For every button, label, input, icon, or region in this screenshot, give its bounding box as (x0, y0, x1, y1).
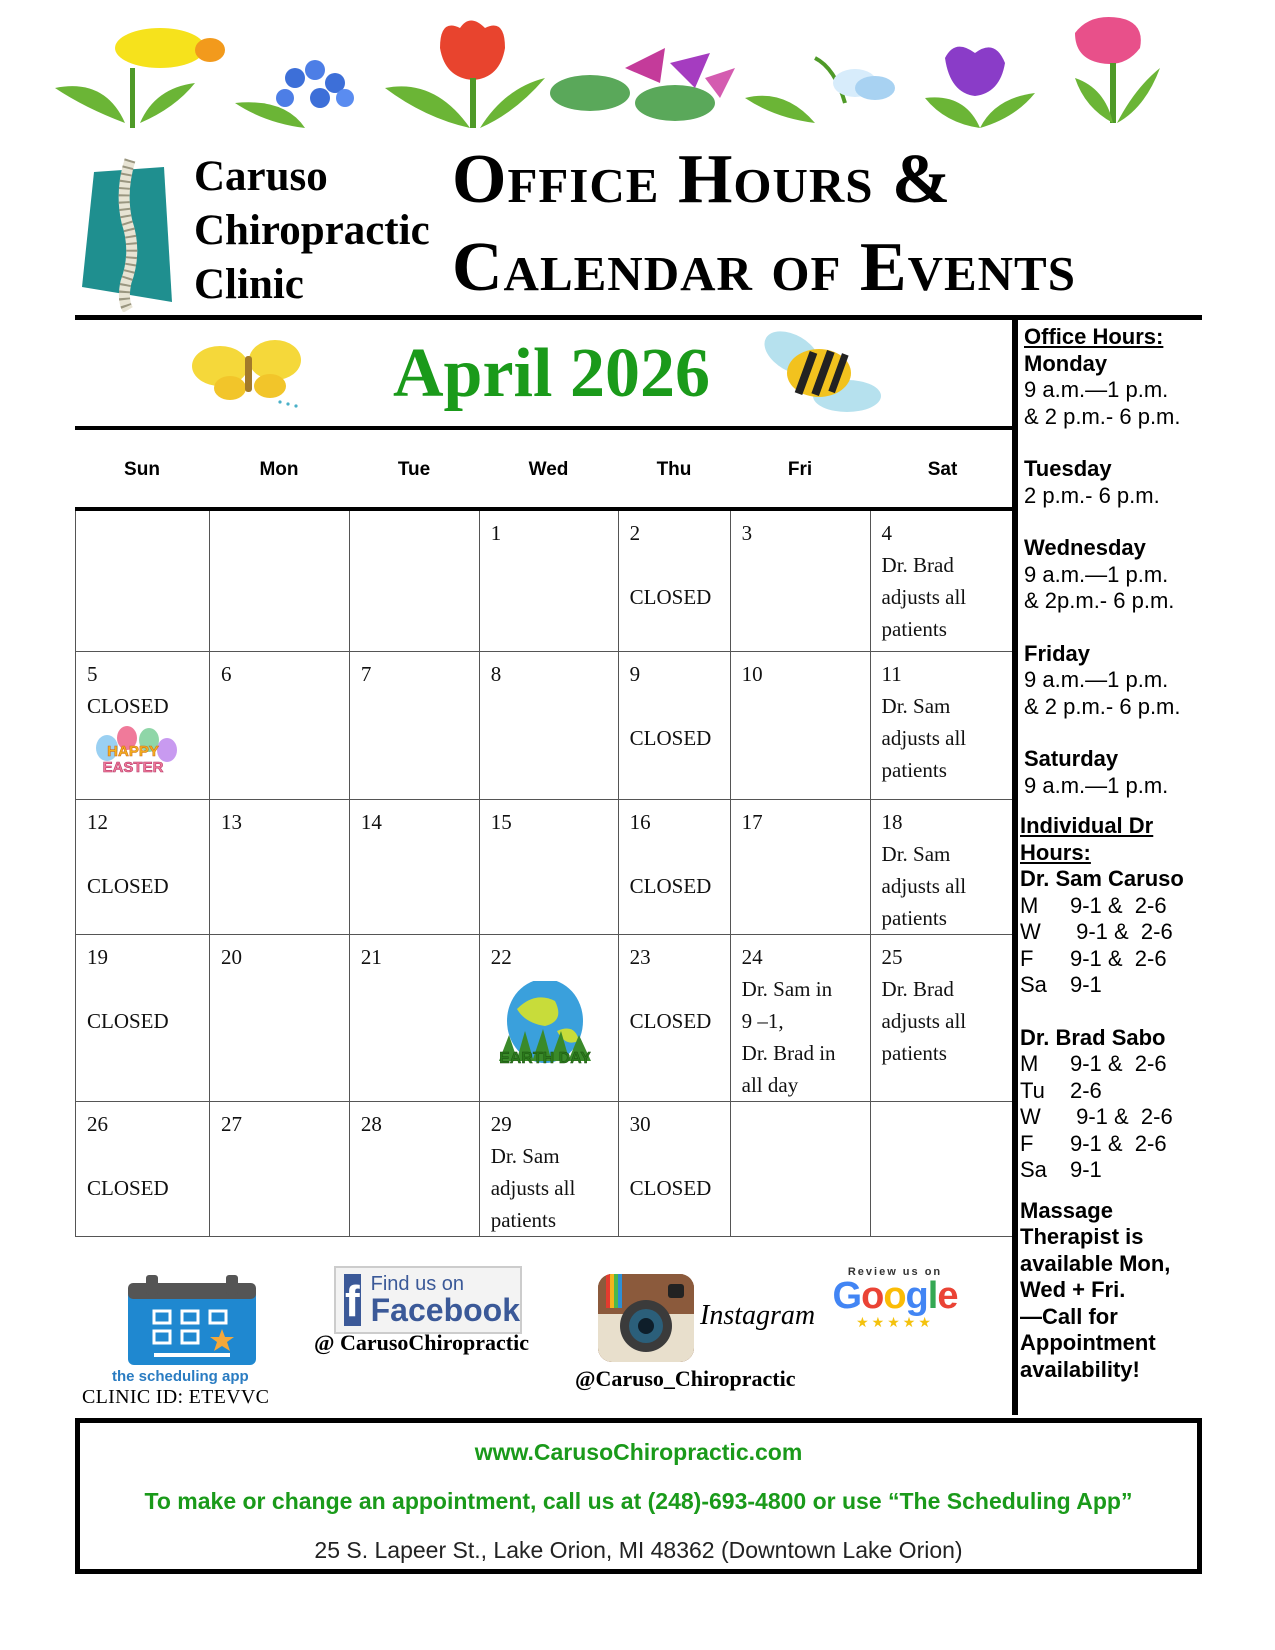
office-hours-heading: Office Hours: (1024, 324, 1164, 349)
event-text: 9 –1, (741, 1008, 784, 1033)
doctor-hours-day: F (1020, 1130, 1034, 1156)
day-number: 18 (881, 809, 903, 834)
event-text: CLOSED (87, 693, 169, 718)
day-number: 10 (741, 661, 763, 686)
massage-note-line: Therapist is (1020, 1224, 1144, 1249)
calendar-empty-cell (209, 511, 349, 651)
event-text: Dr. Sam (881, 841, 951, 866)
calendar-day-cell (209, 934, 349, 1101)
event-text: Dr. Brad (881, 553, 954, 577)
day-number: 19 (87, 944, 108, 969)
massage-note (1020, 1198, 1209, 1384)
event-text: patients (881, 905, 947, 930)
google-review-text: Review us on (847, 1266, 943, 1278)
facebook-small-text: Find us on (370, 1273, 465, 1295)
day-number: 9 (629, 661, 641, 686)
calendar-day-cell (349, 1101, 479, 1236)
doctor-hours-time: 2-6 (1070, 1077, 1102, 1103)
doctor-hours-row (1020, 1051, 1209, 1078)
divider (75, 426, 1015, 430)
doctor-hours-row (1020, 919, 1209, 946)
event-text: patients (881, 617, 947, 641)
event-text: adjusts all (881, 873, 967, 898)
office-hours-time: & 2p.m.- 6 p.m. (1024, 588, 1175, 613)
calendar-day-cell (76, 934, 210, 1101)
weekday-tue: Tue (397, 458, 431, 480)
calendar-day-cell (209, 1101, 349, 1236)
clinic-id: CLINIC ID: ETEVVC (82, 1386, 270, 1408)
day-number: 25 (881, 944, 903, 969)
doctor-hours-day: W (1020, 919, 1041, 944)
day-number: 14 (360, 809, 382, 834)
doctor-hours-row (1020, 1157, 1209, 1184)
doctor-hours-day: Sa (1020, 972, 1047, 997)
calendar-day-cell (870, 511, 1015, 651)
calendar-day-cell (479, 934, 618, 1101)
happy-easter-icon (87, 726, 179, 774)
calendar-day-cell (209, 651, 349, 799)
event-text: adjusts all (881, 1008, 967, 1033)
day-number: 1 (490, 521, 502, 545)
day-number: 8 (490, 661, 502, 686)
calendar-day-cell (479, 511, 618, 651)
doctor-hours-day: M (1020, 1051, 1039, 1076)
facebook-icon: f (344, 1274, 361, 1326)
event-text: CLOSED (629, 1008, 712, 1033)
day-number: 4 (881, 521, 893, 545)
office-hours-day-name: Monday (1024, 350, 1108, 376)
doctor-hours-time: 9-1 & 2-6 (1070, 1104, 1173, 1129)
weekday-fri: Fri (787, 458, 813, 480)
calendar-day-cell (479, 651, 618, 799)
event-text: CLOSED (629, 1175, 712, 1200)
day-number: 11 (881, 661, 902, 686)
day-number: 24 (741, 944, 763, 969)
bee-icon (757, 328, 887, 423)
day-number: 30 (629, 1111, 651, 1136)
calendar-day-cell (870, 799, 1015, 934)
calendar-day-cell (479, 799, 618, 934)
month-header (75, 320, 1015, 426)
day-number: 26 (87, 1111, 108, 1136)
doctor-hours-time: 9-1 & 2-6 (1070, 919, 1173, 944)
event-text: CLOSED (629, 873, 712, 898)
office-hours-time: & 2 p.m.- 6 p.m. (1024, 693, 1181, 719)
calendar-day-cell (76, 1101, 210, 1236)
massage-note-line: Wed + Fri. (1020, 1277, 1126, 1302)
page-title (452, 136, 1076, 312)
svg-text:EASTER: EASTER (102, 758, 164, 774)
weekday-sun: Sun (124, 458, 160, 480)
butterfly-icon (190, 338, 305, 413)
office-hours-sidebar (1020, 324, 1209, 1383)
office-hours-day-name: Saturday (1024, 746, 1119, 771)
event-text: CLOSED (629, 725, 712, 750)
divider (1012, 320, 1018, 1415)
doctor-hours-day: Sa (1020, 1157, 1047, 1182)
calendar-day-cell (479, 1101, 618, 1236)
calendar-day-cell (618, 799, 730, 934)
scheduling-app-icon[interactable] (128, 1275, 258, 1370)
massage-note-line: Massage (1020, 1197, 1113, 1223)
day-number: 29 (490, 1111, 512, 1136)
doctor-name: Dr. Brad Sabo (1020, 1024, 1166, 1050)
weekday-wed: Wed (528, 458, 569, 480)
doctor-hours-time: 9-1 & 2-6 (1070, 1130, 1167, 1156)
calendar-day-cell (618, 511, 730, 651)
calendar-day-cell (618, 934, 730, 1101)
office-hours-day (1024, 351, 1209, 431)
calendar-day-cell (870, 934, 1015, 1101)
office-hours-time: 2 p.m.- 6 p.m. (1024, 482, 1160, 508)
svg-text:HAPPY: HAPPY (107, 742, 159, 760)
office-hours-day (1024, 641, 1209, 721)
day-number: 7 (360, 661, 372, 686)
doctor-hours-day: F (1020, 945, 1034, 971)
svg-text:EARTH DAY: EARTH DAY (498, 1049, 591, 1067)
calendar-day-cell (730, 934, 870, 1101)
facebook-handle[interactable]: @ CarusoChiropractic (314, 1330, 529, 1355)
calendar-week-row (76, 511, 1016, 651)
event-text: CLOSED (629, 585, 712, 609)
office-hours-time: 9 a.m.—1 p.m. (1024, 772, 1169, 798)
star-rating-icon: ★★★★★ (856, 1314, 934, 1330)
event-text: all day (741, 1072, 799, 1097)
calendar-empty-cell (76, 511, 210, 651)
calendar-week-row (76, 799, 1016, 934)
office-hours-time: 9 a.m.—1 p.m. (1024, 377, 1169, 402)
month-title: April 2026 (393, 335, 710, 412)
scheduling-app-label: the scheduling app (112, 1368, 249, 1385)
event-text: adjusts all (881, 585, 967, 609)
calendar-day-cell (209, 799, 349, 934)
day-number: 21 (360, 944, 382, 969)
instagram-icon[interactable] (598, 1274, 694, 1362)
weekday-thu: Thu (656, 458, 692, 480)
clinic-name-line: Clinic (194, 261, 304, 308)
event-text: Dr. Sam (490, 1143, 560, 1168)
doctor-hours-row (1020, 893, 1209, 920)
calendar-empty-cell (870, 1101, 1015, 1236)
doctor-hours-time: 9-1 & 2-6 (1070, 1051, 1167, 1076)
event-text: Dr. Brad in (741, 1040, 836, 1065)
calendar-day-cell (349, 934, 479, 1101)
day-number: 2 (629, 521, 641, 545)
event-text: patients (881, 757, 947, 782)
event-text: CLOSED (87, 873, 169, 898)
doctor-name: Dr. Sam Caruso (1020, 866, 1184, 891)
office-hours-time: & 2 p.m.- 6 p.m. (1024, 403, 1181, 429)
clinic-name (194, 150, 430, 312)
doctor-hours-row (1020, 946, 1209, 973)
google-wordmark: Google (832, 1275, 958, 1317)
doctor-hours-row (1020, 1104, 1209, 1131)
facebook-big-text: Facebook (370, 1292, 520, 1328)
day-number: 27 (220, 1111, 242, 1136)
title-line: Office Hours & (452, 141, 952, 218)
event-text: adjusts all (490, 1175, 576, 1200)
calendar-day-cell (349, 651, 479, 799)
day-number: 5 (87, 661, 98, 686)
flower-banner (45, 8, 1235, 138)
office-hours-day-name: Friday (1024, 640, 1091, 666)
event-text: Dr. Brad (881, 976, 954, 1001)
doctor-hours-row (1020, 1078, 1209, 1105)
contact-footer (75, 1418, 1202, 1574)
calendar-empty-cell (730, 1101, 870, 1236)
address: 25 S. Lapeer St., Lake Orion, MI 48362 (Downtown Lake Orion) (314, 1537, 963, 1563)
flowers-illustration (45, 8, 1235, 138)
earth-day-icon (495, 981, 595, 1071)
calendar-day-cell (730, 799, 870, 934)
event-text: CLOSED (87, 1008, 169, 1033)
calendar-day-cell (618, 1101, 730, 1236)
office-hours-day (1024, 456, 1209, 509)
calendar-day-cell (76, 799, 210, 934)
calendar-week-row (76, 651, 1016, 799)
individual-hours-heading: Individual Dr (1020, 813, 1154, 838)
day-number: 20 (220, 944, 242, 969)
calendar-grid (75, 511, 1015, 1237)
event-text: Dr. Sam in (741, 976, 833, 1001)
event-text: adjusts all (881, 725, 967, 750)
office-hours-day-name: Tuesday (1024, 456, 1112, 481)
calendar-week-row (76, 934, 1016, 1101)
event-text: Dr. Sam (881, 693, 951, 718)
weekday-sat: Sat (927, 458, 958, 480)
doctor-hours-time: 9-1 (1070, 972, 1102, 997)
office-hours-day (1024, 535, 1209, 615)
spine-logo-icon (82, 152, 177, 312)
weekday-header (75, 432, 1015, 507)
calendar-empty-cell (349, 511, 479, 651)
facebook-badge[interactable] (334, 1266, 522, 1334)
website-link[interactable]: www.CarusoChiropractic.com (474, 1439, 803, 1465)
massage-note-line: available Mon, (1020, 1250, 1171, 1276)
calendar-day-cell (730, 651, 870, 799)
day-number: 13 (220, 809, 242, 834)
doctor-hours-time: 9-1 & 2-6 (1070, 892, 1167, 918)
day-number: 12 (87, 809, 108, 834)
office-hours-time: 9 a.m.—1 p.m. (1024, 561, 1169, 587)
day-number: 23 (629, 944, 651, 969)
doctor-hours-time: 9-1 (1070, 1157, 1102, 1182)
office-hours-day-name: Wednesday (1024, 535, 1146, 560)
instagram-handle[interactable]: @Caruso_Chiropractic (575, 1366, 796, 1391)
calendar-day-cell (730, 511, 870, 651)
day-number: 16 (629, 809, 651, 834)
event-text: patients (490, 1207, 557, 1232)
title-line: Calendar of Events (452, 229, 1076, 306)
individual-hours-heading: Hours: (1020, 839, 1091, 865)
day-number: 28 (360, 1111, 382, 1136)
doctor-hours-row (1020, 1131, 1209, 1158)
instagram-wordmark: Instagram (700, 1300, 816, 1331)
massage-note-line: —Call for (1020, 1303, 1118, 1329)
event-text: patients (881, 1040, 947, 1065)
weekday-mon: Mon (259, 458, 299, 480)
doctor-hours-time: 9-1 & 2-6 (1070, 945, 1167, 971)
calendar-week-row (76, 1101, 1016, 1236)
doctor-hours-day: Tu (1020, 1077, 1045, 1103)
google-review-badge[interactable] (815, 1266, 975, 1331)
calendar-day-cell (870, 651, 1015, 799)
doctor-hours-day: M (1020, 892, 1039, 918)
appointment-note: To make or change an appointment, call us at (248)-693-4800 or use “The Scheduling App” (144, 1488, 1133, 1514)
day-number: 17 (741, 809, 763, 834)
office-hours-time: 9 a.m.—1 p.m. (1024, 667, 1169, 692)
day-number: 15 (490, 809, 512, 834)
doctor-hours-row (1020, 972, 1209, 999)
calendar-day-cell (76, 651, 210, 799)
day-number: 6 (220, 661, 232, 686)
office-hours-day (1024, 746, 1209, 799)
doctor-hours-day: W (1020, 1104, 1041, 1129)
clinic-name-line: Chiropractic (194, 207, 430, 254)
calendar-day-cell (349, 799, 479, 934)
calendar-day-cell (618, 651, 730, 799)
massage-note-line: Appointment (1020, 1330, 1156, 1355)
day-number: 3 (741, 521, 753, 545)
massage-note-line: availability! (1020, 1356, 1140, 1382)
day-number: 22 (490, 944, 512, 969)
event-text: CLOSED (87, 1175, 169, 1200)
clinic-name-line: Caruso (194, 153, 328, 200)
